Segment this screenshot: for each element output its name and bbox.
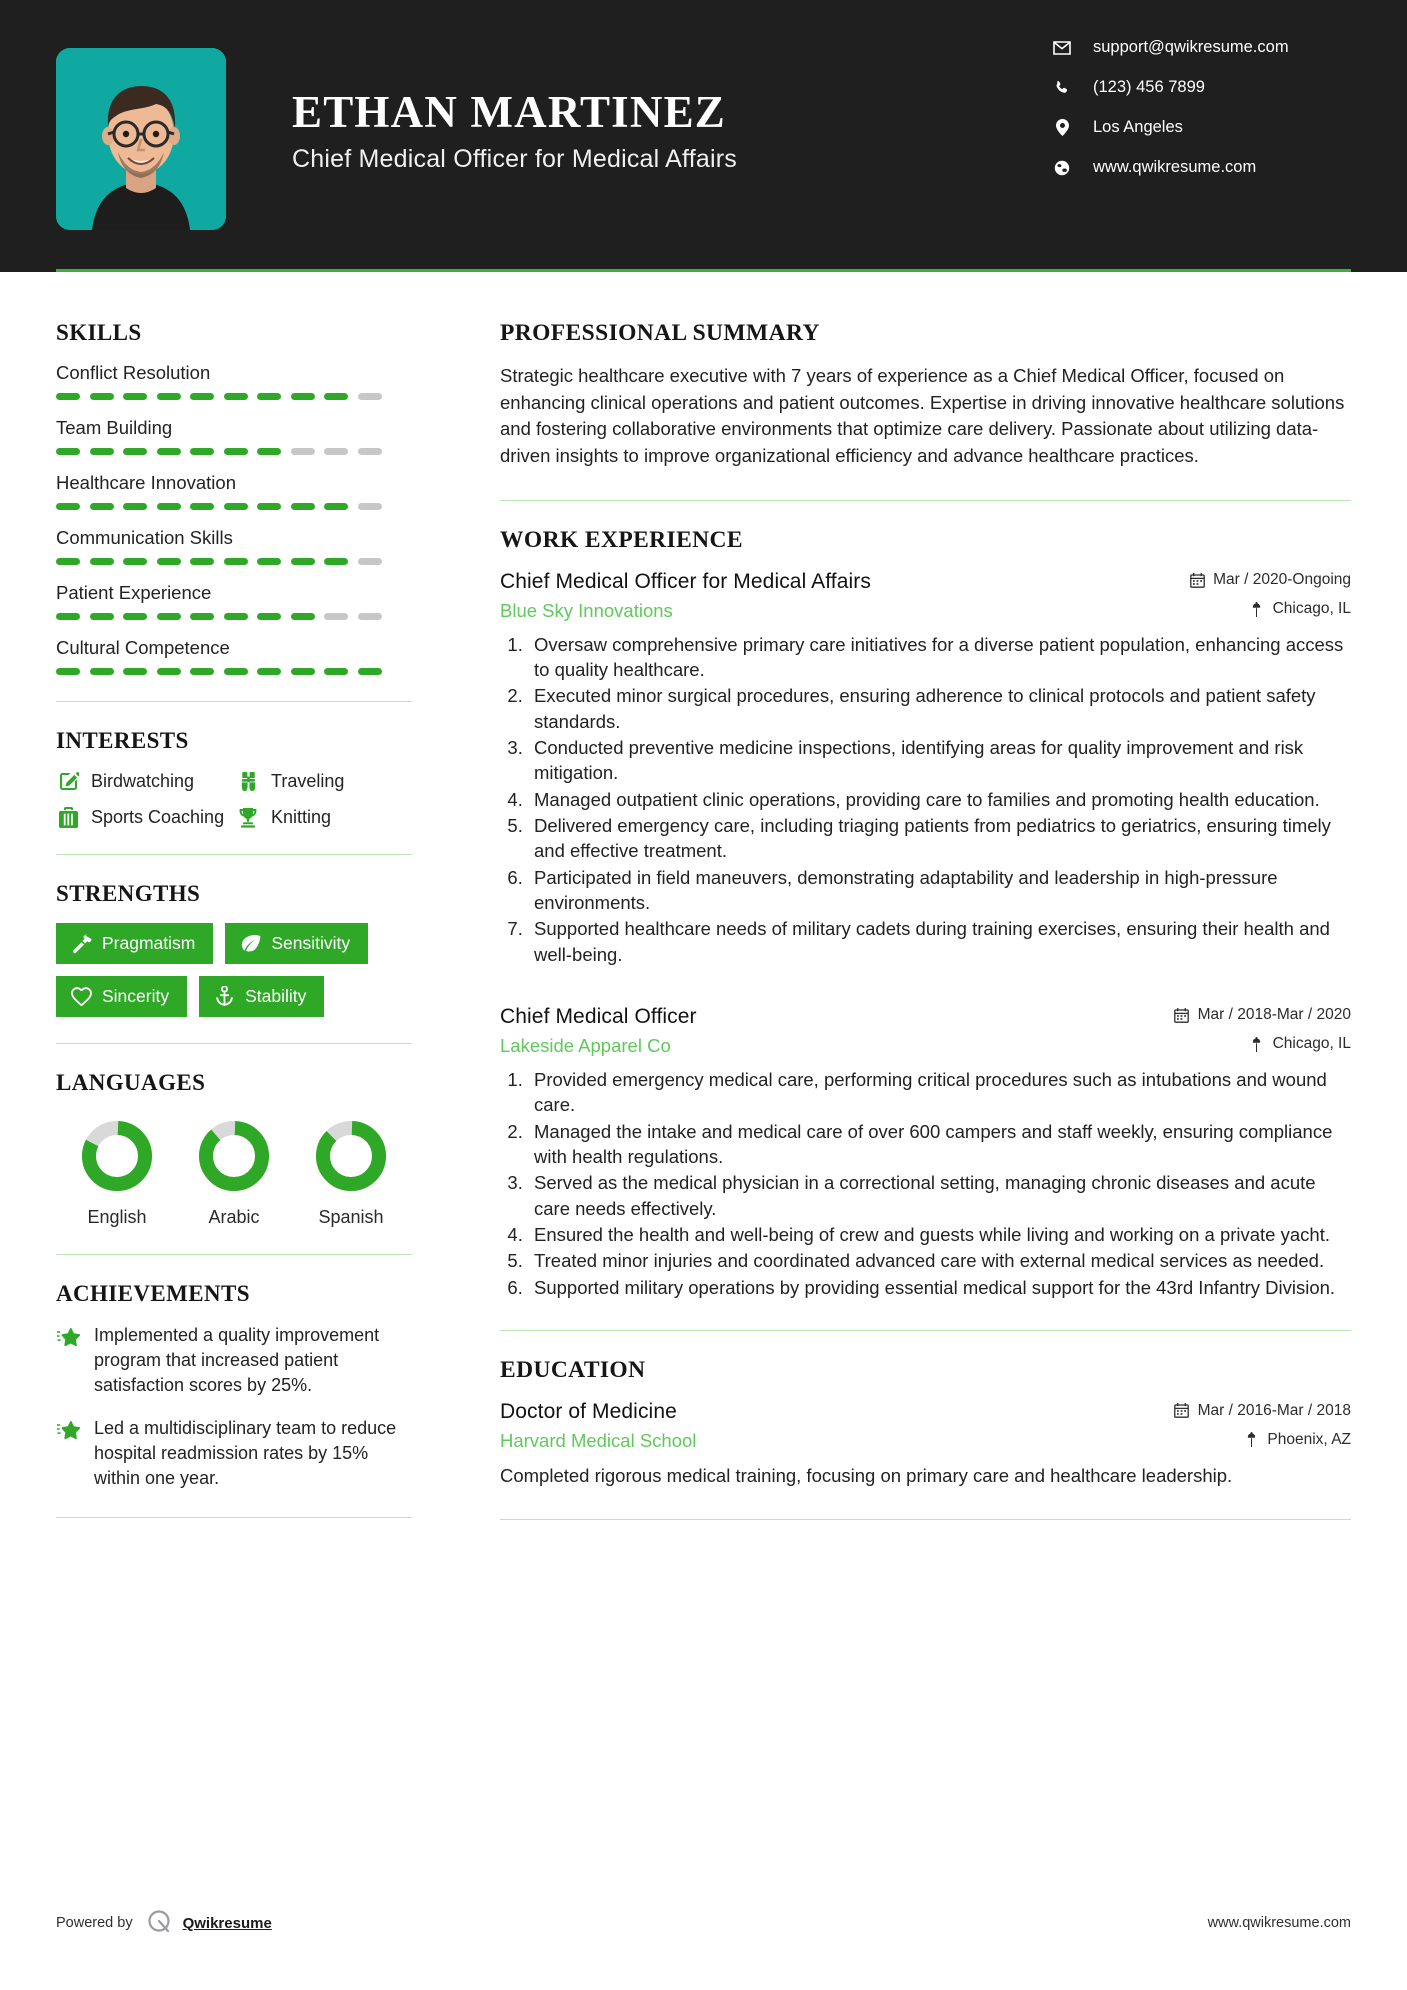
skill-dash xyxy=(90,393,114,400)
entry-header xyxy=(500,1400,1351,1424)
section-professional-summary xyxy=(500,320,1351,470)
language-donut-chart xyxy=(79,1118,155,1194)
suitcase-icon xyxy=(56,806,80,828)
entry-subheader xyxy=(500,1430,1351,1452)
header-job-title: Chief Medical Officer for Medical Affairs xyxy=(292,145,737,174)
skill-label: Team Building xyxy=(56,417,173,438)
contact-email[interactable] xyxy=(1051,38,1351,57)
skill-dash xyxy=(224,613,248,620)
interest-label: Birdwatching xyxy=(91,770,195,791)
skill-dash xyxy=(157,668,181,675)
skill-dash xyxy=(56,613,80,620)
divider xyxy=(56,1517,412,1518)
language-donut-chart xyxy=(196,1118,272,1194)
work-entry xyxy=(500,1005,1351,1300)
leaf-icon xyxy=(240,934,261,953)
bullet-item: 1. Provided emergency medical care, performing critical procedures such as intubations and wound care. xyxy=(528,1067,1351,1118)
language-item xyxy=(179,1118,289,1228)
entry-location xyxy=(1249,1035,1351,1053)
skill-dash xyxy=(56,558,80,565)
achievement-text: Implemented a quality improvement program that increased patient satisfaction scores by 25%. xyxy=(94,1325,380,1395)
education-entry xyxy=(500,1400,1351,1489)
globe-icon xyxy=(1051,159,1073,177)
bullet-item: 2. Managed the intake and medical care of over 600 campers and staff weekly, ensuring compliance with health regulations. xyxy=(528,1119,1351,1170)
anchor-icon xyxy=(214,987,235,1006)
page-footer xyxy=(56,1908,1351,1938)
divider xyxy=(500,500,1351,501)
skill-dash xyxy=(123,393,147,400)
skill-item xyxy=(56,527,412,565)
skill-dash xyxy=(56,503,80,510)
divider xyxy=(56,1254,412,1255)
qwikresume-brand-link[interactable]: Qwikresume xyxy=(182,1914,272,1932)
bullet-item: 5. Treated minor injuries and coordinated advanced care with external medical services as needed. xyxy=(528,1248,1351,1273)
language-donut-chart xyxy=(313,1118,389,1194)
achievement-text: Led a multidisciplinary team to reduce hospital readmission rates by 15% within one year. xyxy=(94,1418,397,1489)
strength-label: Sensitivity xyxy=(271,932,351,953)
summary-heading: PROFESSIONAL SUMMARY xyxy=(500,320,820,346)
skill-dash xyxy=(123,668,147,675)
contact-phone-value: (123) 456 7899 xyxy=(1093,78,1205,96)
skill-dash xyxy=(324,448,348,455)
star-icon xyxy=(56,1326,82,1350)
entry-location-value: Phoenix, AZ xyxy=(1267,1430,1351,1448)
skill-dash xyxy=(90,448,114,455)
work-entries xyxy=(500,570,1351,1301)
skill-dash xyxy=(190,393,214,400)
page-title: ETHAN MARTINEZ xyxy=(292,86,727,137)
skill-item xyxy=(56,472,412,510)
entry-header xyxy=(500,1005,1351,1029)
resume-header xyxy=(0,0,1407,272)
skill-dash xyxy=(224,393,248,400)
achievement-item xyxy=(56,1416,412,1490)
bullet-item: 2. Executed minor surgical procedures, ensuring adherence to clinical protocols and patient safety standards. xyxy=(528,683,1351,734)
strength-chip xyxy=(225,923,368,964)
bullet-item: 7. Supported healthcare needs of military cadets during training exercises, ensuring their health and well-being. xyxy=(528,916,1351,967)
entry-dates-value: Mar / 2018-Mar / 2020 xyxy=(1197,1006,1351,1024)
skill-dash xyxy=(123,448,147,455)
divider xyxy=(500,1330,1351,1331)
skill-dash xyxy=(157,613,181,620)
skill-dash xyxy=(358,393,382,400)
languages-heading: LANGUAGES xyxy=(56,1070,206,1095)
contact-phone[interactable] xyxy=(1051,78,1351,97)
skill-dash xyxy=(324,558,348,565)
name-block xyxy=(292,88,1051,185)
section-interests xyxy=(56,728,412,828)
work-heading: WORK EXPERIENCE xyxy=(500,526,743,553)
skill-dash xyxy=(224,503,248,510)
contact-website[interactable] xyxy=(1051,158,1351,177)
summary-text: Strategic healthcare executive with 7 years of experience as a Chief Medical Officer, focused on enhancing clinical operations and patient outcomes. Expertise in driving innovative healthcare solutions and fostering collaborative environments that optimize care delivery. Passionate about utilizing data-driven insights to improve organizational efficiency and advance healthcare practices. xyxy=(500,365,1345,466)
section-languages xyxy=(56,1070,412,1228)
interests-list xyxy=(56,770,412,828)
qwikresume-logo-icon xyxy=(146,1908,172,1938)
achievement-item xyxy=(56,1323,412,1397)
strengths-heading: STRENGTHS xyxy=(56,881,201,906)
skill-dash xyxy=(324,613,348,620)
section-skills xyxy=(56,320,412,675)
skill-label: Conflict Resolution xyxy=(56,362,211,383)
entry-role: Chief Medical Officer for Medical Affairs xyxy=(500,569,871,593)
binoculars-icon xyxy=(236,770,260,792)
heart-icon xyxy=(71,987,92,1006)
skill-dash xyxy=(358,668,382,675)
star-icon xyxy=(56,1419,82,1443)
entry-description: Completed rigorous medical training, focusing on primary care and healthcare leadership. xyxy=(500,1465,1233,1487)
skill-item xyxy=(56,637,412,675)
entry-organization: Blue Sky Innovations xyxy=(500,599,673,621)
bullet-item: 6. Participated in field maneuvers, demonstrating adaptability and leadership in high-pressure environments. xyxy=(528,865,1351,916)
interest-item xyxy=(56,770,232,792)
powered-by-block xyxy=(56,1908,272,1938)
entry-subheader xyxy=(500,600,1351,622)
interest-item xyxy=(236,806,412,828)
entry-bullets xyxy=(500,1067,1351,1300)
interests-heading: INTERESTS xyxy=(56,728,189,753)
interest-item xyxy=(56,806,232,828)
footer-url[interactable]: www.qwikresume.com xyxy=(1207,1915,1351,1931)
skill-dash xyxy=(157,558,181,565)
skill-dash xyxy=(157,448,181,455)
skill-dash xyxy=(324,503,348,510)
map-pin-icon xyxy=(1249,1037,1265,1052)
resume-body xyxy=(0,272,1407,1546)
achievements-list xyxy=(56,1323,412,1491)
entry-dates-value: Mar / 2020-Ongoing xyxy=(1213,571,1351,588)
work-entry xyxy=(500,570,1351,967)
skill-dash xyxy=(190,558,214,565)
skill-rating xyxy=(56,393,412,400)
skill-dash xyxy=(257,558,281,565)
skill-dash xyxy=(123,613,147,620)
skill-dash xyxy=(190,668,214,675)
skill-dash xyxy=(224,668,248,675)
location-pin-icon xyxy=(1051,119,1073,137)
entry-header xyxy=(500,570,1351,594)
bullet-item: 5. Delivered emergency care, including triaging patients from pediatrics to geriatrics, ensuring timely and effective treatment. xyxy=(528,813,1351,864)
skill-dash xyxy=(90,613,114,620)
divider xyxy=(56,854,412,855)
entry-dates xyxy=(1174,1006,1351,1024)
skills-list xyxy=(56,362,412,675)
avatar xyxy=(56,48,226,230)
contact-location-value: Los Angeles xyxy=(1093,118,1183,136)
skill-dash xyxy=(257,393,281,400)
entry-subheader xyxy=(500,1035,1351,1057)
strength-chip xyxy=(56,976,187,1017)
map-pin-icon xyxy=(1249,602,1265,617)
skill-item xyxy=(56,417,412,455)
achievements-heading: ACHIEVEMENTS xyxy=(56,1281,250,1306)
skill-dash xyxy=(257,668,281,675)
skill-dash xyxy=(157,503,181,510)
strength-label: Pragmatism xyxy=(102,932,196,953)
trophy-icon xyxy=(236,806,260,828)
skill-label: Communication Skills xyxy=(56,527,233,548)
skill-item xyxy=(56,362,412,400)
interest-item xyxy=(236,770,412,792)
section-work-experience xyxy=(500,527,1351,1301)
main-column xyxy=(454,320,1351,1546)
skill-dash xyxy=(358,558,382,565)
entry-role: Chief Medical Officer xyxy=(500,1004,697,1028)
phone-icon xyxy=(1051,79,1073,97)
entry-school: Harvard Medical School xyxy=(500,1430,697,1452)
skill-dash xyxy=(257,448,281,455)
skill-dash xyxy=(56,668,80,675)
entry-location xyxy=(1243,1431,1351,1449)
education-entries xyxy=(500,1400,1351,1489)
calendar-icon xyxy=(1174,1403,1190,1418)
entry-organization: Lakeside Apparel Co xyxy=(500,1034,671,1056)
entry-degree: Doctor of Medicine xyxy=(500,1400,677,1424)
contact-website-value: www.qwikresume.com xyxy=(1093,158,1257,176)
skill-dash xyxy=(56,448,80,455)
skill-dash xyxy=(90,558,114,565)
skill-rating xyxy=(56,503,412,510)
skill-dash xyxy=(190,503,214,510)
skill-rating xyxy=(56,613,412,620)
strengths-list xyxy=(56,923,412,1017)
skill-dash xyxy=(324,393,348,400)
section-strengths xyxy=(56,881,412,1017)
skill-label: Patient Experience xyxy=(56,582,212,603)
skill-dash xyxy=(190,448,214,455)
skill-dash xyxy=(358,613,382,620)
skill-dash xyxy=(358,503,382,510)
divider xyxy=(56,1043,412,1044)
skill-dash xyxy=(90,668,114,675)
header-accent-line xyxy=(56,269,1351,272)
skill-dash xyxy=(358,448,382,455)
entry-location-value: Chicago, IL xyxy=(1272,600,1351,617)
interest-label: Traveling xyxy=(271,770,345,791)
skill-dash xyxy=(123,503,147,510)
hammer-icon xyxy=(71,934,92,953)
language-label: English xyxy=(87,1207,147,1227)
skill-dash xyxy=(257,613,281,620)
skill-item xyxy=(56,582,412,620)
divider xyxy=(56,701,412,702)
education-heading: EDUCATION xyxy=(500,1357,646,1384)
skill-dash xyxy=(224,558,248,565)
interest-label: Sports Coaching xyxy=(91,806,225,827)
skill-dash xyxy=(224,448,248,455)
entry-location xyxy=(1249,600,1351,618)
bullet-item: 4. Ensured the health and well-being of crew and guests while living and working on a private yacht. xyxy=(528,1222,1351,1247)
skill-dash xyxy=(291,558,315,565)
bullet-item: 6. Supported military operations by providing essential medical support for the 43rd Infantry Division. xyxy=(528,1275,1351,1300)
entry-location-value: Chicago, IL xyxy=(1272,1035,1351,1053)
language-item xyxy=(62,1118,172,1228)
bullet-item: 3. Conducted preventive medicine inspections, identifying areas for quality improvement and risk mitigation. xyxy=(528,735,1351,786)
strength-chip xyxy=(199,976,324,1017)
entry-bullets xyxy=(500,632,1351,967)
entry-dates xyxy=(1174,1402,1351,1420)
section-achievements xyxy=(56,1281,412,1491)
language-label: Arabic xyxy=(208,1207,260,1227)
skills-heading: SKILLS xyxy=(56,320,142,345)
skill-dash xyxy=(157,393,181,400)
skill-rating xyxy=(56,448,412,455)
interest-label: Knitting xyxy=(271,806,332,827)
map-pin-icon xyxy=(1243,1432,1259,1447)
strength-label: Stability xyxy=(245,985,307,1006)
skill-dash xyxy=(291,668,315,675)
skill-dash xyxy=(123,558,147,565)
skill-dash xyxy=(56,393,80,400)
language-item xyxy=(296,1118,406,1228)
skill-dash xyxy=(190,613,214,620)
calendar-icon xyxy=(1174,1008,1190,1023)
skill-dash xyxy=(90,503,114,510)
contact-email-value: support@qwikresume.com xyxy=(1093,38,1289,56)
skill-dash xyxy=(291,393,315,400)
strength-label: Sincerity xyxy=(102,985,170,1006)
email-icon xyxy=(1051,39,1073,57)
contact-location xyxy=(1051,118,1351,137)
skill-label: Healthcare Innovation xyxy=(56,472,236,493)
entry-dates xyxy=(1189,571,1351,589)
sidebar xyxy=(56,320,454,1546)
skill-dash xyxy=(291,613,315,620)
section-education xyxy=(500,1357,1351,1489)
skill-dash xyxy=(291,448,315,455)
skill-dash xyxy=(324,668,348,675)
bullet-item: 1. Oversaw comprehensive primary care initiatives for a diverse patient population, enhancing access to quality healthcare. xyxy=(528,632,1351,683)
bullet-item: 3. Served as the medical physician in a correctional setting, managing chronic diseases and acute care needs effectively. xyxy=(528,1170,1351,1221)
skill-dash xyxy=(291,503,315,510)
entry-spacer xyxy=(500,975,1351,1005)
entry-dates-value: Mar / 2016-Mar / 2018 xyxy=(1197,1401,1351,1419)
skill-rating xyxy=(56,558,412,565)
calendar-icon xyxy=(1189,573,1205,588)
pencil-edit-icon xyxy=(56,770,80,792)
skill-dash xyxy=(257,503,281,510)
divider xyxy=(500,1519,1351,1520)
languages-list xyxy=(56,1118,412,1228)
contact-list xyxy=(1051,38,1351,177)
language-label: Spanish xyxy=(318,1207,384,1227)
skill-label: Cultural Competence xyxy=(56,637,230,658)
powered-by-label: Powered by xyxy=(56,1915,133,1931)
strength-chip xyxy=(56,923,213,964)
bullet-item: 4. Managed outpatient clinic operations, providing care to families and promoting health education. xyxy=(528,787,1351,812)
skill-rating xyxy=(56,668,412,675)
